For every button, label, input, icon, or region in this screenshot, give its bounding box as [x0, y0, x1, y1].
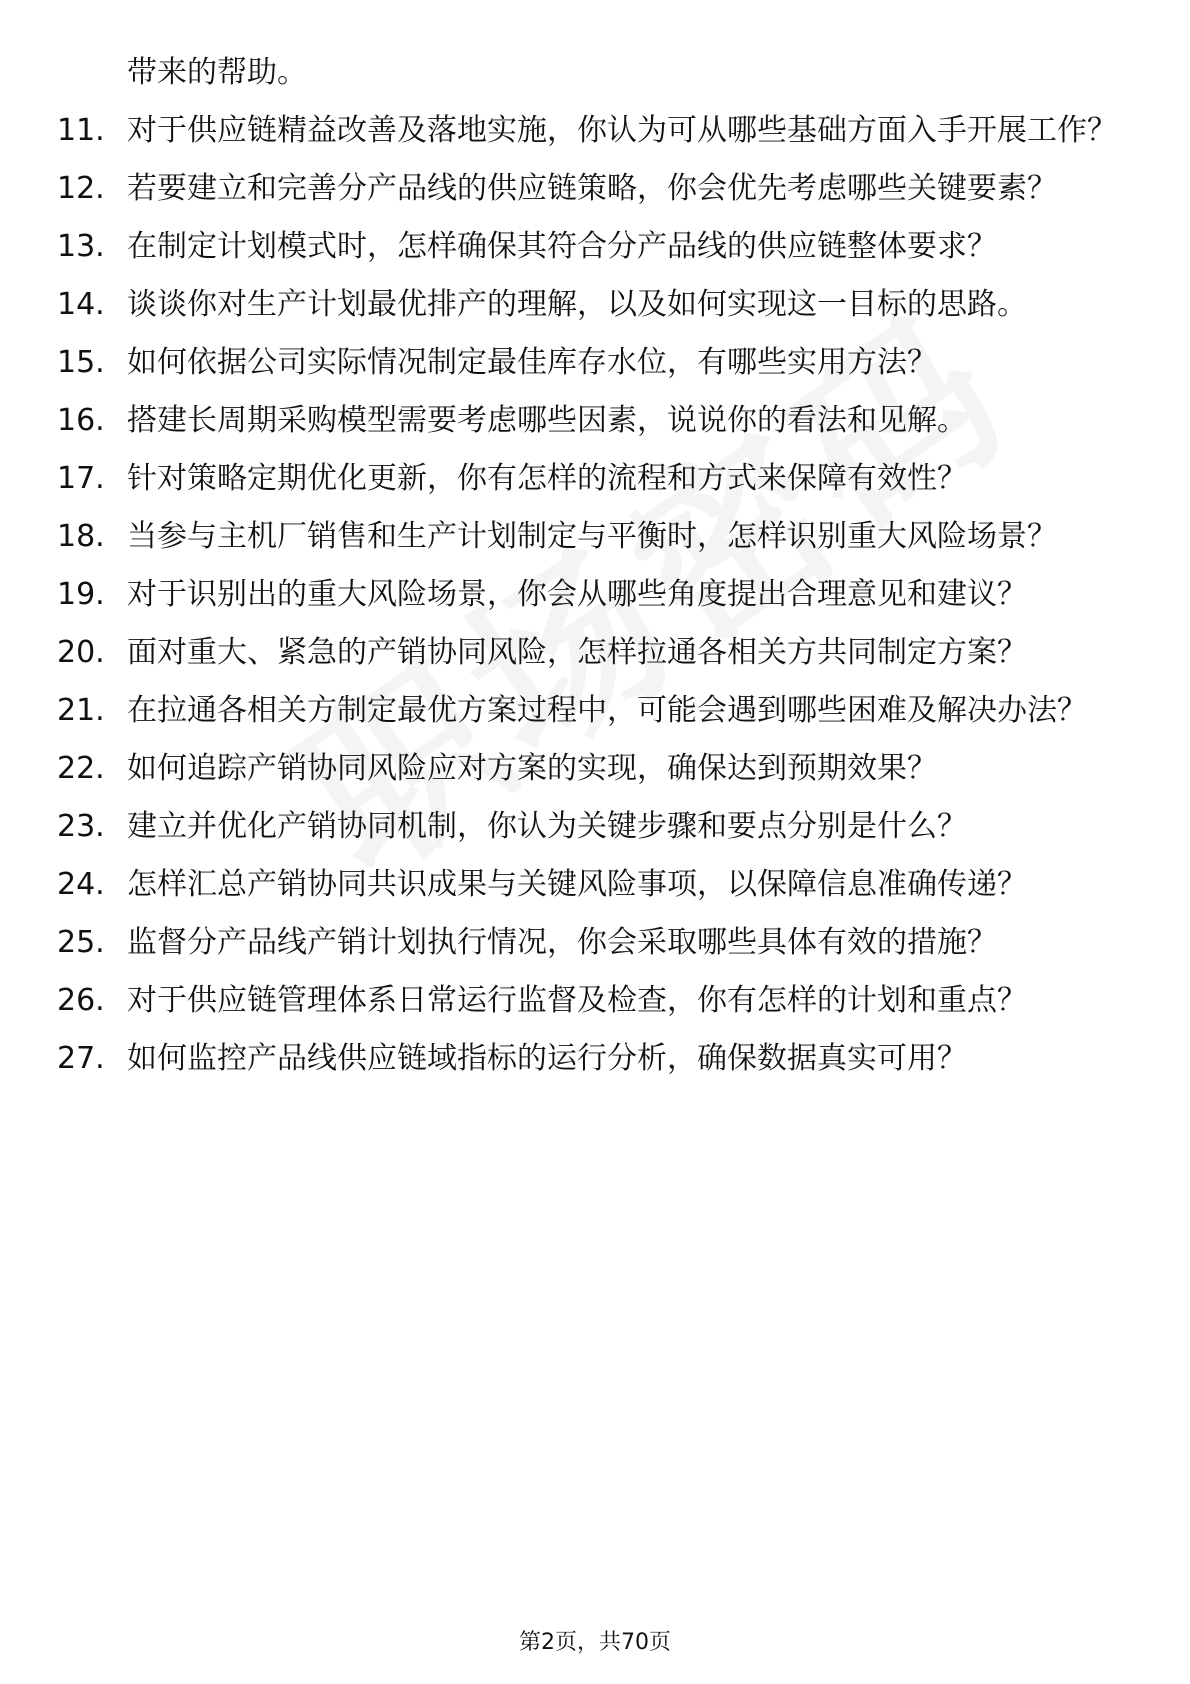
question-item — [57, 806, 1117, 848]
question-number: 21. — [57, 693, 105, 728]
continuation-text: 带来的帮助。 — [127, 55, 307, 90]
question-number: 23. — [57, 809, 105, 844]
question-item — [57, 110, 1117, 152]
question-number: 14. — [57, 287, 105, 322]
question-item — [57, 574, 1117, 616]
question-item — [57, 342, 1117, 384]
question-item — [57, 516, 1117, 558]
question-item — [57, 226, 1117, 268]
question-text: 如何追踪产销协同风险应对方案的实现，确保达到预期效果？ — [127, 751, 937, 786]
question-item — [57, 1038, 1117, 1080]
question-item — [57, 168, 1117, 210]
question-number: 17. — [57, 461, 105, 496]
question-item — [57, 922, 1117, 964]
question-text: 若要建立和完善分产品线的供应链策略，你会优先考虑哪些关键要素？ — [127, 171, 1057, 206]
question-number: 13. — [57, 229, 105, 264]
question-item — [57, 980, 1117, 1022]
question-item — [57, 690, 1117, 732]
page-content — [57, 52, 1117, 1096]
question-number: 12. — [57, 171, 105, 206]
question-number: 20. — [57, 635, 105, 670]
question-number: 22. — [57, 751, 105, 786]
question-text: 在拉通各相关方制定最优方案过程中，可能会遇到哪些困难及解决办法？ — [127, 693, 1087, 728]
question-text: 对于识别出的重大风险场景，你会从哪些角度提出合理意见和建议？ — [127, 577, 1027, 612]
question-list — [57, 110, 1117, 1080]
question-number: 24. — [57, 867, 105, 902]
question-text: 建立并优化产销协同机制，你认为关键步骤和要点分别是什么？ — [127, 809, 967, 844]
question-text: 在制定计划模式时，怎样确保其符合分产品线的供应链整体要求？ — [127, 229, 997, 264]
question-item — [57, 284, 1117, 326]
question-text: 谈谈你对生产计划最优排产的理解，以及如何实现这一目标的思路。 — [127, 287, 1027, 322]
question-number: 15. — [57, 345, 105, 380]
question-text: 面对重大、紧急的产销协同风险，怎样拉通各相关方共同制定方案？ — [127, 635, 1027, 670]
question-number: 25. — [57, 925, 105, 960]
question-text: 监督分产品线产销计划执行情况，你会采取哪些具体有效的措施？ — [127, 925, 997, 960]
question-item — [57, 864, 1117, 906]
question-item — [57, 748, 1117, 790]
question-text: 对于供应链管理体系日常运行监督及检查，你有怎样的计划和重点？ — [127, 983, 1027, 1018]
question-number: 11. — [57, 113, 105, 148]
question-item — [57, 458, 1117, 500]
question-number: 19. — [57, 577, 105, 612]
question-number: 27. — [57, 1041, 105, 1076]
question-text: 如何依据公司实际情况制定最佳库存水位，有哪些实用方法？ — [127, 345, 937, 380]
question-item — [57, 400, 1117, 442]
question-number: 16. — [57, 403, 105, 438]
question-text: 当参与主机厂销售和生产计划制定与平衡时，怎样识别重大风险场景？ — [127, 519, 1057, 554]
question-text: 对于供应链精益改善及落地实施，你认为可从哪些基础方面入手开展工作？ — [127, 113, 1117, 148]
page-footer: 第2页，共70页 — [519, 1630, 671, 1655]
question-number: 18. — [57, 519, 105, 554]
question-text: 搭建长周期采购模型需要考虑哪些因素，说说你的看法和见解。 — [127, 403, 967, 438]
question-text: 怎样汇总产销协同共识成果与关键风险事项，以保障信息准确传递？ — [127, 867, 1027, 902]
question-item — [57, 632, 1117, 674]
question-text: 如何监控产品线供应链域指标的运行分析，确保数据真实可用？ — [127, 1041, 967, 1076]
question-number: 26. — [57, 983, 105, 1018]
question-text: 针对策略定期优化更新，你有怎样的流程和方式来保障有效性？ — [127, 461, 967, 496]
